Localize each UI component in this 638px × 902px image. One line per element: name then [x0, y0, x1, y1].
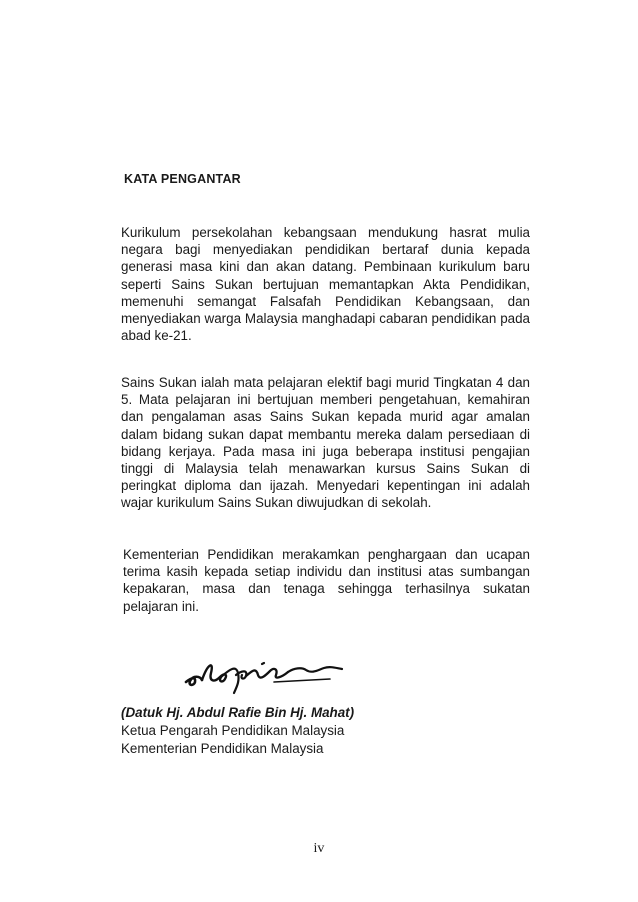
paragraph-1: Kurikulum persekolahan kebangsaan mendukung hasrat mulia negara bagi menyediakan pendidikan bertaraf dunia kepada generasi masa kini dan akan datang. Pembinaan kurikulum baru seperti Sains Sukan bertujuan memantapkan Akta Pendidikan, memenuhi semangat Falsafah Pendidikan Kebangsaan, dan menyediakan warga Malaysia manghadapi cabaran pendidikan pada abad ke-21. — [121, 225, 530, 344]
paragraph-2: Sains Sukan ialah mata pelajaran elektif bagi murid Tingkatan 4 dan 5. Mata pelajaran ini bertujuan memberi pengetahuan, kemahiran dan pengalaman asas Sains Sukan kepada murid agar amalan dalam bidang sukan dapat membantu mereka dalam persediaan di bidang kerjaya. Pada masa ini juga beberapa institusi pengajian tinggi di Malaysia telah menawarkan kursus Sains Sukan di peringkat diploma dan ijazah. Menyedari kepentingan ini adalah wajar kurikulum Sains Sukan diwujudkan di sekolah. — [121, 375, 530, 511]
paragraph-3: Kementerian Pendidikan merakamkan penghargaan dan ucapan terima kasih kepada setiap individu dan institusi atas sumbangan kepakaran, masa dan tenaga sehingga terhasilnya sukatan pelajaran ini. — [123, 547, 530, 614]
signature-block — [121, 704, 354, 758]
signatory-position: Ketua Pengarah Pendidikan Malaysia — [121, 723, 345, 738]
handwritten-signature — [178, 655, 348, 695]
signatory-organization: Kementerian Pendidikan Malaysia — [121, 741, 324, 756]
signatory-name: (Datuk Hj. Abdul Rafie Bin Hj. Mahat) — [121, 705, 355, 720]
page-heading: KATA PENGANTAR — [124, 172, 241, 186]
page-number: iv — [313, 841, 325, 856]
